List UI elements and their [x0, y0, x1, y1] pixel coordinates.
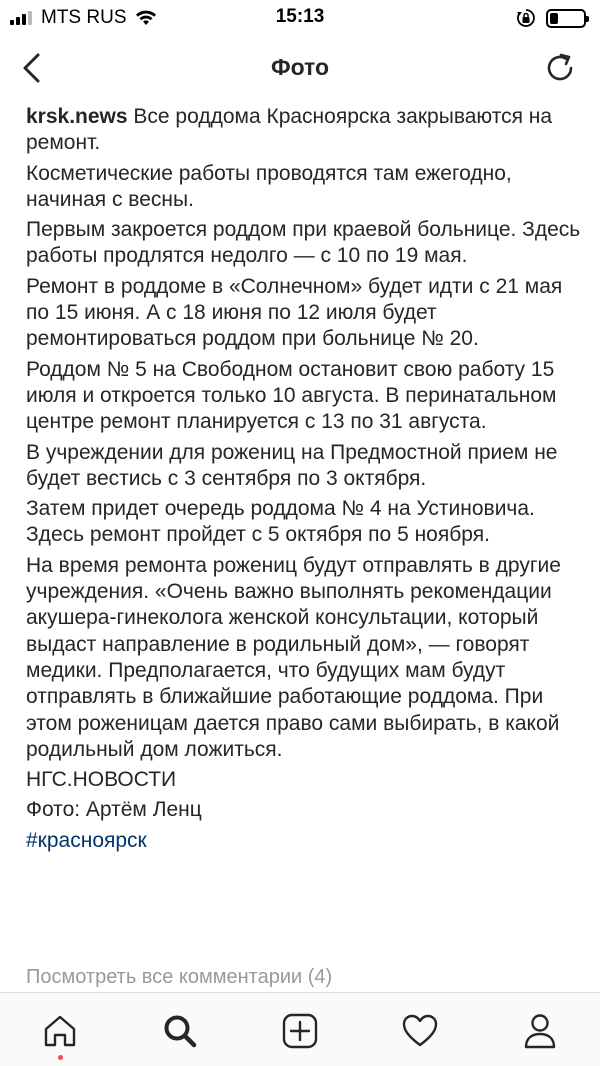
refresh-icon: [542, 50, 578, 86]
page-title: Фото: [270, 54, 330, 80]
caption-paragraph: В учреждении для рожениц на Предмостной прием не будет вестись с 3 сентября по 3 октября.: [26, 440, 558, 490]
active-tab-indicator: [58, 1055, 63, 1060]
search-icon: [162, 1013, 198, 1049]
hashtag-link[interactable]: #красноярск: [26, 828, 147, 852]
carrier-name: MTS RUS: [41, 7, 127, 28]
caption-first-paragraph: [26, 104, 582, 157]
orientation-lock-icon: [516, 8, 536, 28]
post-username[interactable]: krsk.news: [26, 105, 128, 128]
view-all-comments-link[interactable]: Посмотреть все комментарии (4): [26, 966, 333, 988]
post-caption: [26, 104, 582, 858]
tab-search[interactable]: [160, 1011, 200, 1051]
caption-photo-credit: Фото: Артём Ленц: [26, 798, 202, 822]
tab-new-post[interactable]: [280, 1011, 320, 1051]
battery-icon: [546, 9, 586, 28]
home-icon: [42, 1013, 78, 1049]
caption-first-line: Все роддома Красноярска закрываются на ремонт.: [26, 105, 553, 155]
status-time: 15:13: [275, 6, 325, 27]
status-bar: [0, 0, 600, 36]
caption-paragraph: Ремонт в роддоме в «Солнечном» будет идти с 21 мая по 15 июня. А с 18 июня по 12 июля будет ремонтироваться роддом при больнице № 20.: [26, 274, 563, 351]
status-right: [516, 8, 586, 28]
add-post-icon: [281, 1012, 319, 1050]
caption-paragraph: На время ремонта рожениц будут отправлять в другие учреждения. «Очень важно выполнять рекомендации акушера-гинеколога женской консультации, который выдаст направление в родильный дом», — говорят медики. Предполагается, что будущих мам будут отправлять в ближайшие работающие роддома. При этом роженицам дается право сами выбирать, в какой родильный дом ложиться.: [26, 553, 561, 761]
caption-paragraph: Первым закроется роддом при краевой больнице. Здесь работы продлятся недолго — с 10 по 19 мая.: [26, 218, 581, 268]
refresh-button[interactable]: [542, 50, 578, 86]
tab-bar: [0, 992, 600, 1066]
caption-source: НГС.НОВОСТИ: [26, 768, 177, 792]
tab-home[interactable]: [40, 1011, 80, 1051]
heart-icon: [401, 1013, 439, 1049]
caption-paragraph: Затем придет очередь роддома № 4 на Устиновича. Здесь ремонт пройдет с 5 октября по 5 ноября.: [26, 497, 535, 547]
nav-bar: [0, 36, 600, 100]
profile-icon: [522, 1012, 558, 1050]
caption-paragraph: Косметические работы проводятся там ежегодно, начиная с весны.: [26, 161, 512, 211]
caption-paragraph: Роддом № 5 на Свободном остановит свою работу 15 июля и откроется только 10 августа. В перинатальном центре ремонт планируется с 13 по 31 августа.: [26, 357, 557, 434]
tab-activity[interactable]: [400, 1011, 440, 1051]
tab-profile[interactable]: [520, 1011, 560, 1051]
